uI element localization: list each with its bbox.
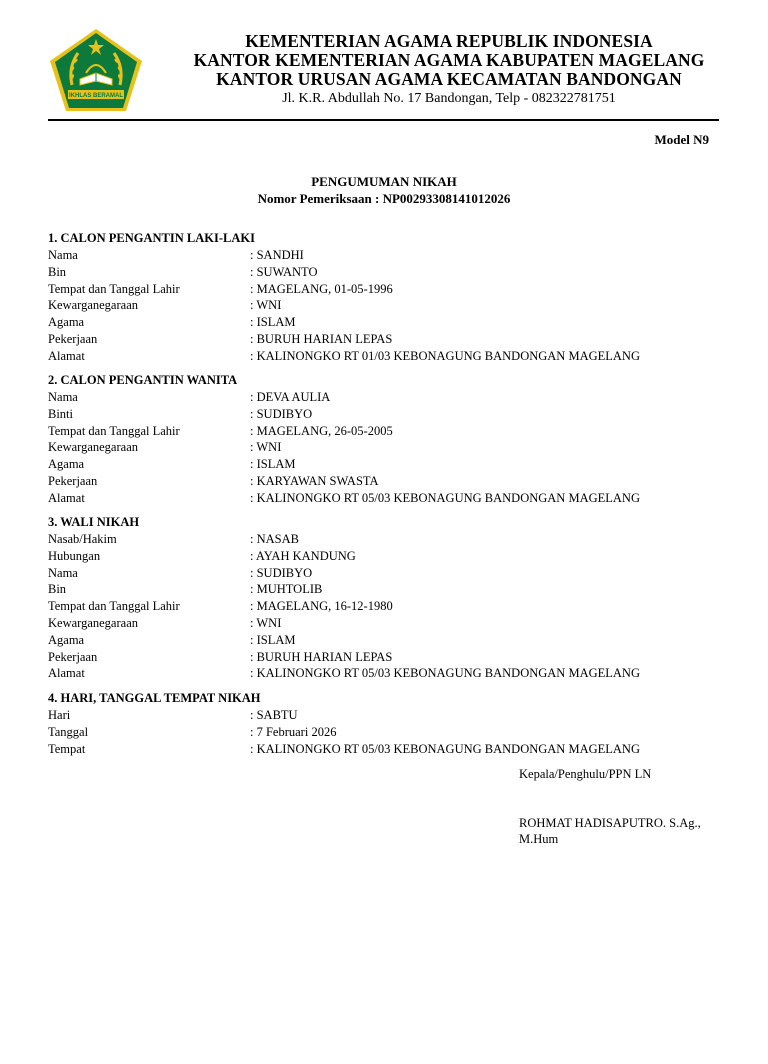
field-label: Tempat (48, 741, 86, 756)
letterhead-divider (48, 119, 719, 121)
field-label: Pekerjaan (48, 331, 98, 346)
section-heading: 4. HARI, TANGGAL TEMPAT NIKAH (48, 691, 261, 705)
field-row (48, 632, 718, 649)
field-row (48, 565, 718, 582)
announcement-title: PENGUMUMAN NIKAH (311, 174, 457, 189)
field-row (48, 297, 718, 314)
field-value: : NASAB (250, 532, 299, 546)
field-row (48, 615, 718, 632)
field-value: : KALINONGKO RT 05/03 KEBONAGUNG BANDONGAN MAGELANG (250, 666, 640, 681)
field-row (48, 314, 718, 331)
section-ceremony (48, 690, 718, 757)
field-row (48, 473, 718, 490)
examination-number: Nomor Pemeriksaan : NP00293308141012026 (257, 191, 511, 206)
field-value: : WNI (250, 615, 282, 630)
field-row (48, 649, 718, 666)
header-address: Jl. K.R. Abdullah No. 17 Bandongan, Telp - 082322781751 (282, 91, 616, 106)
field-row (48, 741, 718, 758)
field-label: Agama (48, 632, 85, 647)
document-title (0, 173, 768, 207)
section-bride (48, 372, 718, 507)
header-line-3: KANTOR URUSAN AGAMA KECAMATAN BANDONGAN (216, 69, 682, 89)
field-label: Tanggal (48, 724, 89, 739)
field-value: : KALINONGKO RT 01/03 KEBONAGUNG BANDONGAN MAGELANG (250, 348, 640, 363)
field-value: : BURUH HARIAN LEPAS (250, 649, 393, 664)
field-row (48, 707, 718, 724)
field-row (48, 247, 718, 264)
field-label: Kewarganegaraan (48, 440, 138, 455)
field-label: Alamat (48, 666, 85, 681)
field-row (48, 264, 718, 281)
kemenag-logo (48, 27, 144, 113)
field-row (48, 439, 718, 456)
field-value: : MUHTOLIB (250, 582, 323, 597)
field-label: Tempat dan Tanggal Lahir (48, 423, 180, 438)
field-value: : MAGELANG, 01-05-1996 (250, 281, 393, 296)
field-value: : SUWANTO (250, 264, 318, 279)
letterhead (150, 32, 748, 108)
field-value: : KALINONGKO RT 05/03 KEBONAGUNG BANDONGAN MAGELANG (250, 490, 640, 505)
field-value: : AYAH KANDUNG (250, 548, 356, 563)
field-row (48, 331, 718, 348)
field-label: Tempat dan Tanggal Lahir (48, 599, 180, 614)
field-value: : WNI (250, 440, 282, 455)
field-row (48, 406, 718, 423)
field-label: Nama (48, 390, 78, 404)
model-code: Model N9 (654, 132, 709, 147)
field-value: : 7 Februari 2026 (250, 724, 337, 739)
field-value: : MAGELANG, 26-05-2005 (250, 423, 393, 438)
field-row (48, 389, 718, 406)
field-value: : SUDIBYO (250, 406, 313, 421)
field-value: : MAGELANG, 16-12-1980 (250, 599, 393, 614)
field-row (48, 490, 718, 507)
field-row (48, 598, 718, 615)
logo-motto: IKHLAS BERAMAL (69, 93, 123, 99)
field-value: : DEVA AULIA (250, 390, 331, 404)
section-heading: 3. WALI NIKAH (48, 515, 140, 529)
field-row (48, 281, 718, 298)
field-value: : ISLAM (250, 315, 296, 330)
field-label: Tempat dan Tanggal Lahir (48, 281, 180, 296)
field-label: Bin (48, 264, 67, 279)
field-value: : WNI (250, 298, 282, 313)
field-label: Agama (48, 315, 85, 330)
field-label: Agama (48, 457, 85, 472)
field-row (48, 348, 718, 365)
field-value: : SABTU (250, 708, 298, 722)
field-value: : SUDIBYO (250, 565, 313, 580)
field-row (48, 531, 718, 548)
signatory-name (519, 815, 701, 847)
field-value: : ISLAM (250, 457, 296, 472)
field-value: : ISLAM (250, 632, 296, 647)
section-heading: 2. CALON PENGANTIN WANITA (48, 373, 238, 387)
field-row (48, 548, 718, 565)
field-value: : KALINONGKO RT 05/03 KEBONAGUNG BANDONGAN MAGELANG (250, 741, 640, 756)
field-label: Alamat (48, 490, 85, 505)
field-label: Kewarganegaraan (48, 615, 138, 630)
field-label: Pekerjaan (48, 649, 98, 664)
header-line-1: KEMENTERIAN AGAMA REPUBLIK INDONESIA (245, 31, 653, 51)
field-label: Hari (48, 708, 71, 722)
field-label: Nama (48, 248, 78, 262)
field-label: Nama (48, 565, 78, 580)
field-label: Nasab/Hakim (48, 532, 117, 546)
field-row (48, 456, 718, 473)
section-guardian (48, 514, 718, 682)
field-value: : KARYAWAN SWASTA (250, 473, 379, 488)
field-label: Hubungan (48, 548, 101, 563)
field-label: Pekerjaan (48, 473, 98, 488)
field-label: Kewarganegaraan (48, 298, 138, 313)
signatory-name-line-2: M.Hum (519, 832, 559, 846)
field-label: Bin (48, 582, 67, 597)
field-value: : BURUH HARIAN LEPAS (250, 331, 393, 346)
section-heading: 1. CALON PENGANTIN LAKI-LAKI (48, 231, 255, 245)
signatory-position: Kepala/Penghulu/PPN LN (519, 767, 652, 781)
field-row (48, 423, 718, 440)
field-row (48, 581, 718, 598)
section-groom (48, 230, 718, 365)
field-value: : SANDHI (250, 248, 304, 262)
field-row (48, 724, 718, 741)
field-label: Alamat (48, 348, 85, 363)
header-line-2: KANTOR KEMENTERIAN AGAMA KABUPATEN MAGELANG (193, 50, 705, 70)
field-label: Binti (48, 406, 74, 421)
field-row (48, 665, 718, 682)
signatory-name-line-1: ROHMAT HADISAPUTRO. S.Ag., (519, 816, 701, 830)
